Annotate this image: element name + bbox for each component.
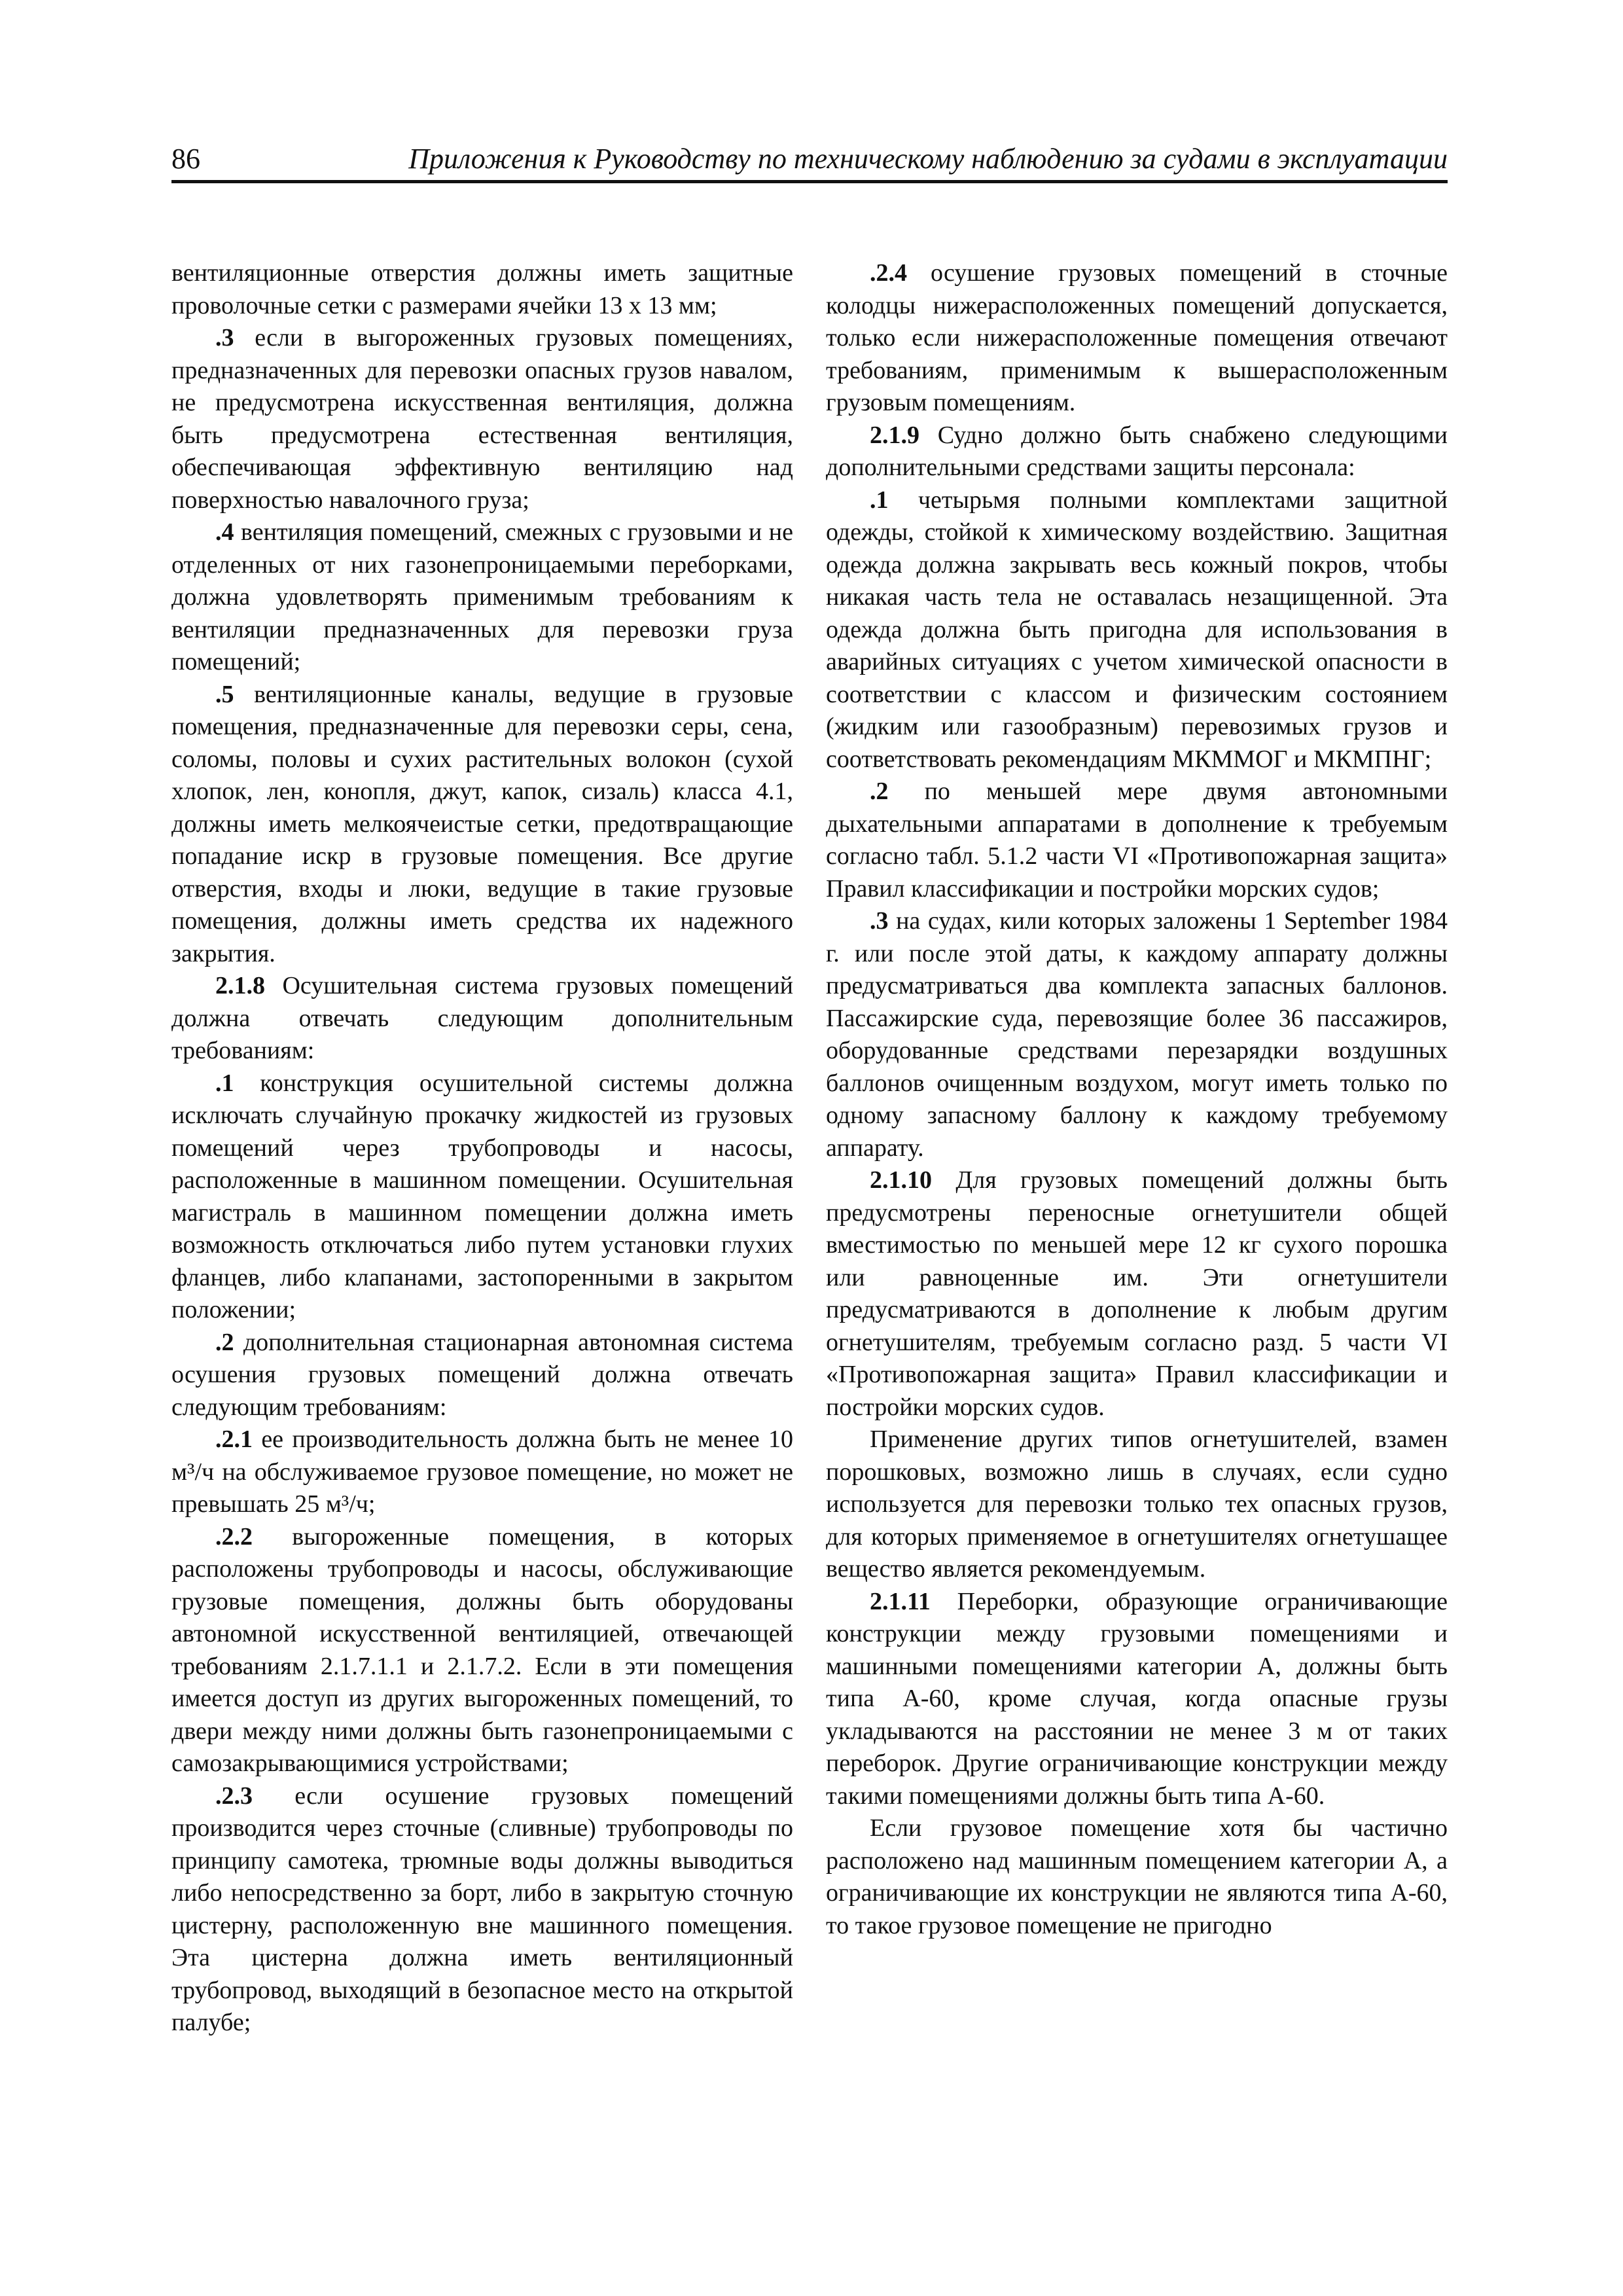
paragraph-text: на судах, кили которых заложены 1 September 1984 г. или после этой даты, к каждому аппарату должны предусматриваться два комплекта запасных баллонов. Пассажирские суда, перевозящие более 36 пассажиров, оборудованные средствами перезарядки воздушных баллонов очищенным воздухом, могут иметь только по одному запасному баллону к каждому требуемому аппарату. [826,907,1448,1162]
paragraph-text: конструкция осушительной системы должна исключать случайную прокачку жидкостей из грузовых помещений через трубопроводы и насосы, расположенные в машинном помещении. Осушительная магистраль в машинном помещении должна иметь возможность отключаться либо путем установки глухих фланцев, либо клапанами, застопоренными в закрытом положении; [171,1069,793,1323]
left-column [171,257,793,2039]
paragraph [826,1812,1448,1942]
paragraph [826,484,1448,776]
section-number: 2.1.10 [870,1166,932,1194]
paragraph [171,257,793,322]
item-number: .2 [215,1328,234,1356]
item-number: .4 [215,518,234,546]
paragraph-text: Судно должно быть снабжено следующими дополнительными средствами защиты персонала: [826,421,1448,481]
paragraph-text: дополнительная стационарная автономная система осушения грузовых помещений должна отвечать следующим требованиям: [171,1328,793,1421]
paragraph-text: Осушительная система грузовых помещений должна отвечать следующим дополнительным требованиям: [171,972,793,1064]
paragraph [171,970,793,1067]
paragraph [171,1424,793,1521]
item-number: .2 [870,778,889,805]
paragraph-text: Для грузовых помещений должны быть предусмотрены переносные огнетушители общей вместимостью по меньшей мере 12 кг сухого порошка или равноценные им. Эти огнетушители предусматриваются в дополнение к любым другим огнетушителям, требуемым согласно разд. 5 части VI «Противопожарная защита» Правил классификации и постройки морских судов. [826,1166,1448,1421]
item-number: .2.4 [870,259,907,287]
paragraph-text: Применение других типов огнетушителей, взамен порошковых, возможно лишь в случаях, если судно используется для перевозки только тех опасных грузов, для которых применяемое в огнетушителях огнетушащее вещество является рекомендуемым. [826,1426,1448,1583]
paragraph [171,322,793,516]
running-title: Приложения к Руководству по техническому наблюдению за судами в эксплуатации [408,143,1448,175]
paragraph-text: четырьмя полными комплектами защитной одежды, стойкой к химическому воздействию. Защитная одежда должна закрывать весь кожный покров, чтобы никакая часть тела не оставалась незащищенной. Эта одежда должна быть пригодна для использования в аварийных ситуациях с учетом химической опасности в соответствии с классом и физическим состоянием (жидким или газообразным) перевозимых грузов и соответствовать рекомендациям МКММОГ и МКМПНГ; [826,486,1448,773]
item-number: .2.3 [215,1782,253,1810]
paragraph [826,1586,1448,1813]
paragraph-text: вентиляция помещений, смежных с грузовыми и не отделенных от них газонепроницаемыми переборками, должна удовлетворять применимым требованиям к вентиляции предназначенных для перевозки груза помещений; [171,518,793,675]
section-number: 2.1.11 [870,1587,931,1615]
paragraph-text: вентиляционные каналы, ведущие в грузовые помещения, предназначенные для перевозки серы, сена, соломы, половы и сухих растительных волокон (сухой хлопок, лен, конопля, джут, капок, сизаль) класса 4.1, должны иметь мелкоячеистые сетки, предотвращающие попадание искр в грузовые помещения. Все другие отверстия, входы и люки, ведущие в такие грузовые помещения, должны иметь средства их надежного закрытия. [171,680,793,967]
paragraph-text: выгороженные помещения, в которых расположены трубопроводы и насосы, обслуживающие грузовые помещения, должны быть оборудованы автономной искусственной вентиляцией, отвечающей требованиям 2.1.7.1.1 и 2.1.7.2. Если в эти помещения имеется доступ из других выгороженных помещений, то двери между ними должны быть газонепроницаемыми с самозакрывающимися устройствами; [171,1522,793,1777]
paragraph-text: Переборки, образующие ограничивающие конструкции между грузовыми помещениями и машинными помещениями категории A, должны быть типа A-60, кроме случая, когда опасные грузы укладываются на расстоянии не менее 3 м от таких переборок. Другие ограничивающие конструкции между такими помещениями должны быть типа A-60. [826,1587,1448,1810]
paragraph [826,1164,1448,1424]
paragraph [826,776,1448,905]
paragraph [171,1780,793,2039]
paragraph [826,257,1448,420]
paragraph-text: Если грузовое помещение хотя бы частично расположено над машинным помещением категории A, а ограничивающие их конструкции не являются типа A-60, то такое грузовое помещение не пригодно [826,1814,1448,1939]
item-number: .2.1 [215,1426,253,1453]
paragraph [171,1521,793,1780]
paragraph-text: вентиляционные отверстия должны иметь защитные проволочные сетки с размерами ячейки 13 x 13 мм; [171,259,793,319]
item-number: .2.2 [215,1522,253,1551]
item-number: .3 [215,324,234,351]
item-number: .5 [215,680,234,708]
paragraph-text: ее производительность должна быть не менее 10 м³/ч на обслуживаемое грузовое помещение, но может не превышать 25 м³/ч; [171,1426,793,1518]
section-number: 2.1.9 [870,421,919,449]
page-number: 86 [171,143,200,175]
paragraph [826,420,1448,484]
paragraph [171,516,793,679]
paragraph-text: если в выгороженных грузовых помещениях, предназначенных для перевозки опасных грузов навалом, не предусмотрена искусственная вентиляция, должна быть предусмотрена естественная вентиляция, обеспечивающая эффективную вентиляцию над поверхностью навалочного груза; [171,324,793,514]
paragraph [171,1327,793,1424]
section-number: 2.1.8 [215,972,265,999]
paragraph [171,1067,793,1327]
item-number: .1 [215,1069,234,1097]
paragraph [826,905,1448,1164]
paragraph-text: по меньшей мере двумя автономными дыхательными аппаратами в дополнение к требуемым согласно табл. 5.1.2 части VI «Противопожарная защита» Правил классификации и постройки морских судов; [826,778,1448,903]
paragraph-text: осушение грузовых помещений в сточные колодцы нижерасположенных помещений допускается, только если нижерасположенные помещения отвечают требованиям, применимым к вышерасположенным грузовым помещениям. [826,259,1448,416]
paragraph [826,1424,1448,1586]
page-header [171,141,1448,183]
paragraph [171,679,793,971]
paragraph-text: если осушение грузовых помещений производится через сточные (сливные) трубопроводы по принципу самотека, трюмные воды должны выводиться либо непосредственно за борт, либо в закрытую сточную цистерну, расположенную вне машинного помещения. Эта цистерна должна иметь вентиляционный трубопровод, выходящий в безопасное место на открытой палубе; [171,1782,793,2036]
right-column [826,257,1448,1942]
item-number: .3 [870,907,889,935]
item-number: .1 [870,486,889,514]
